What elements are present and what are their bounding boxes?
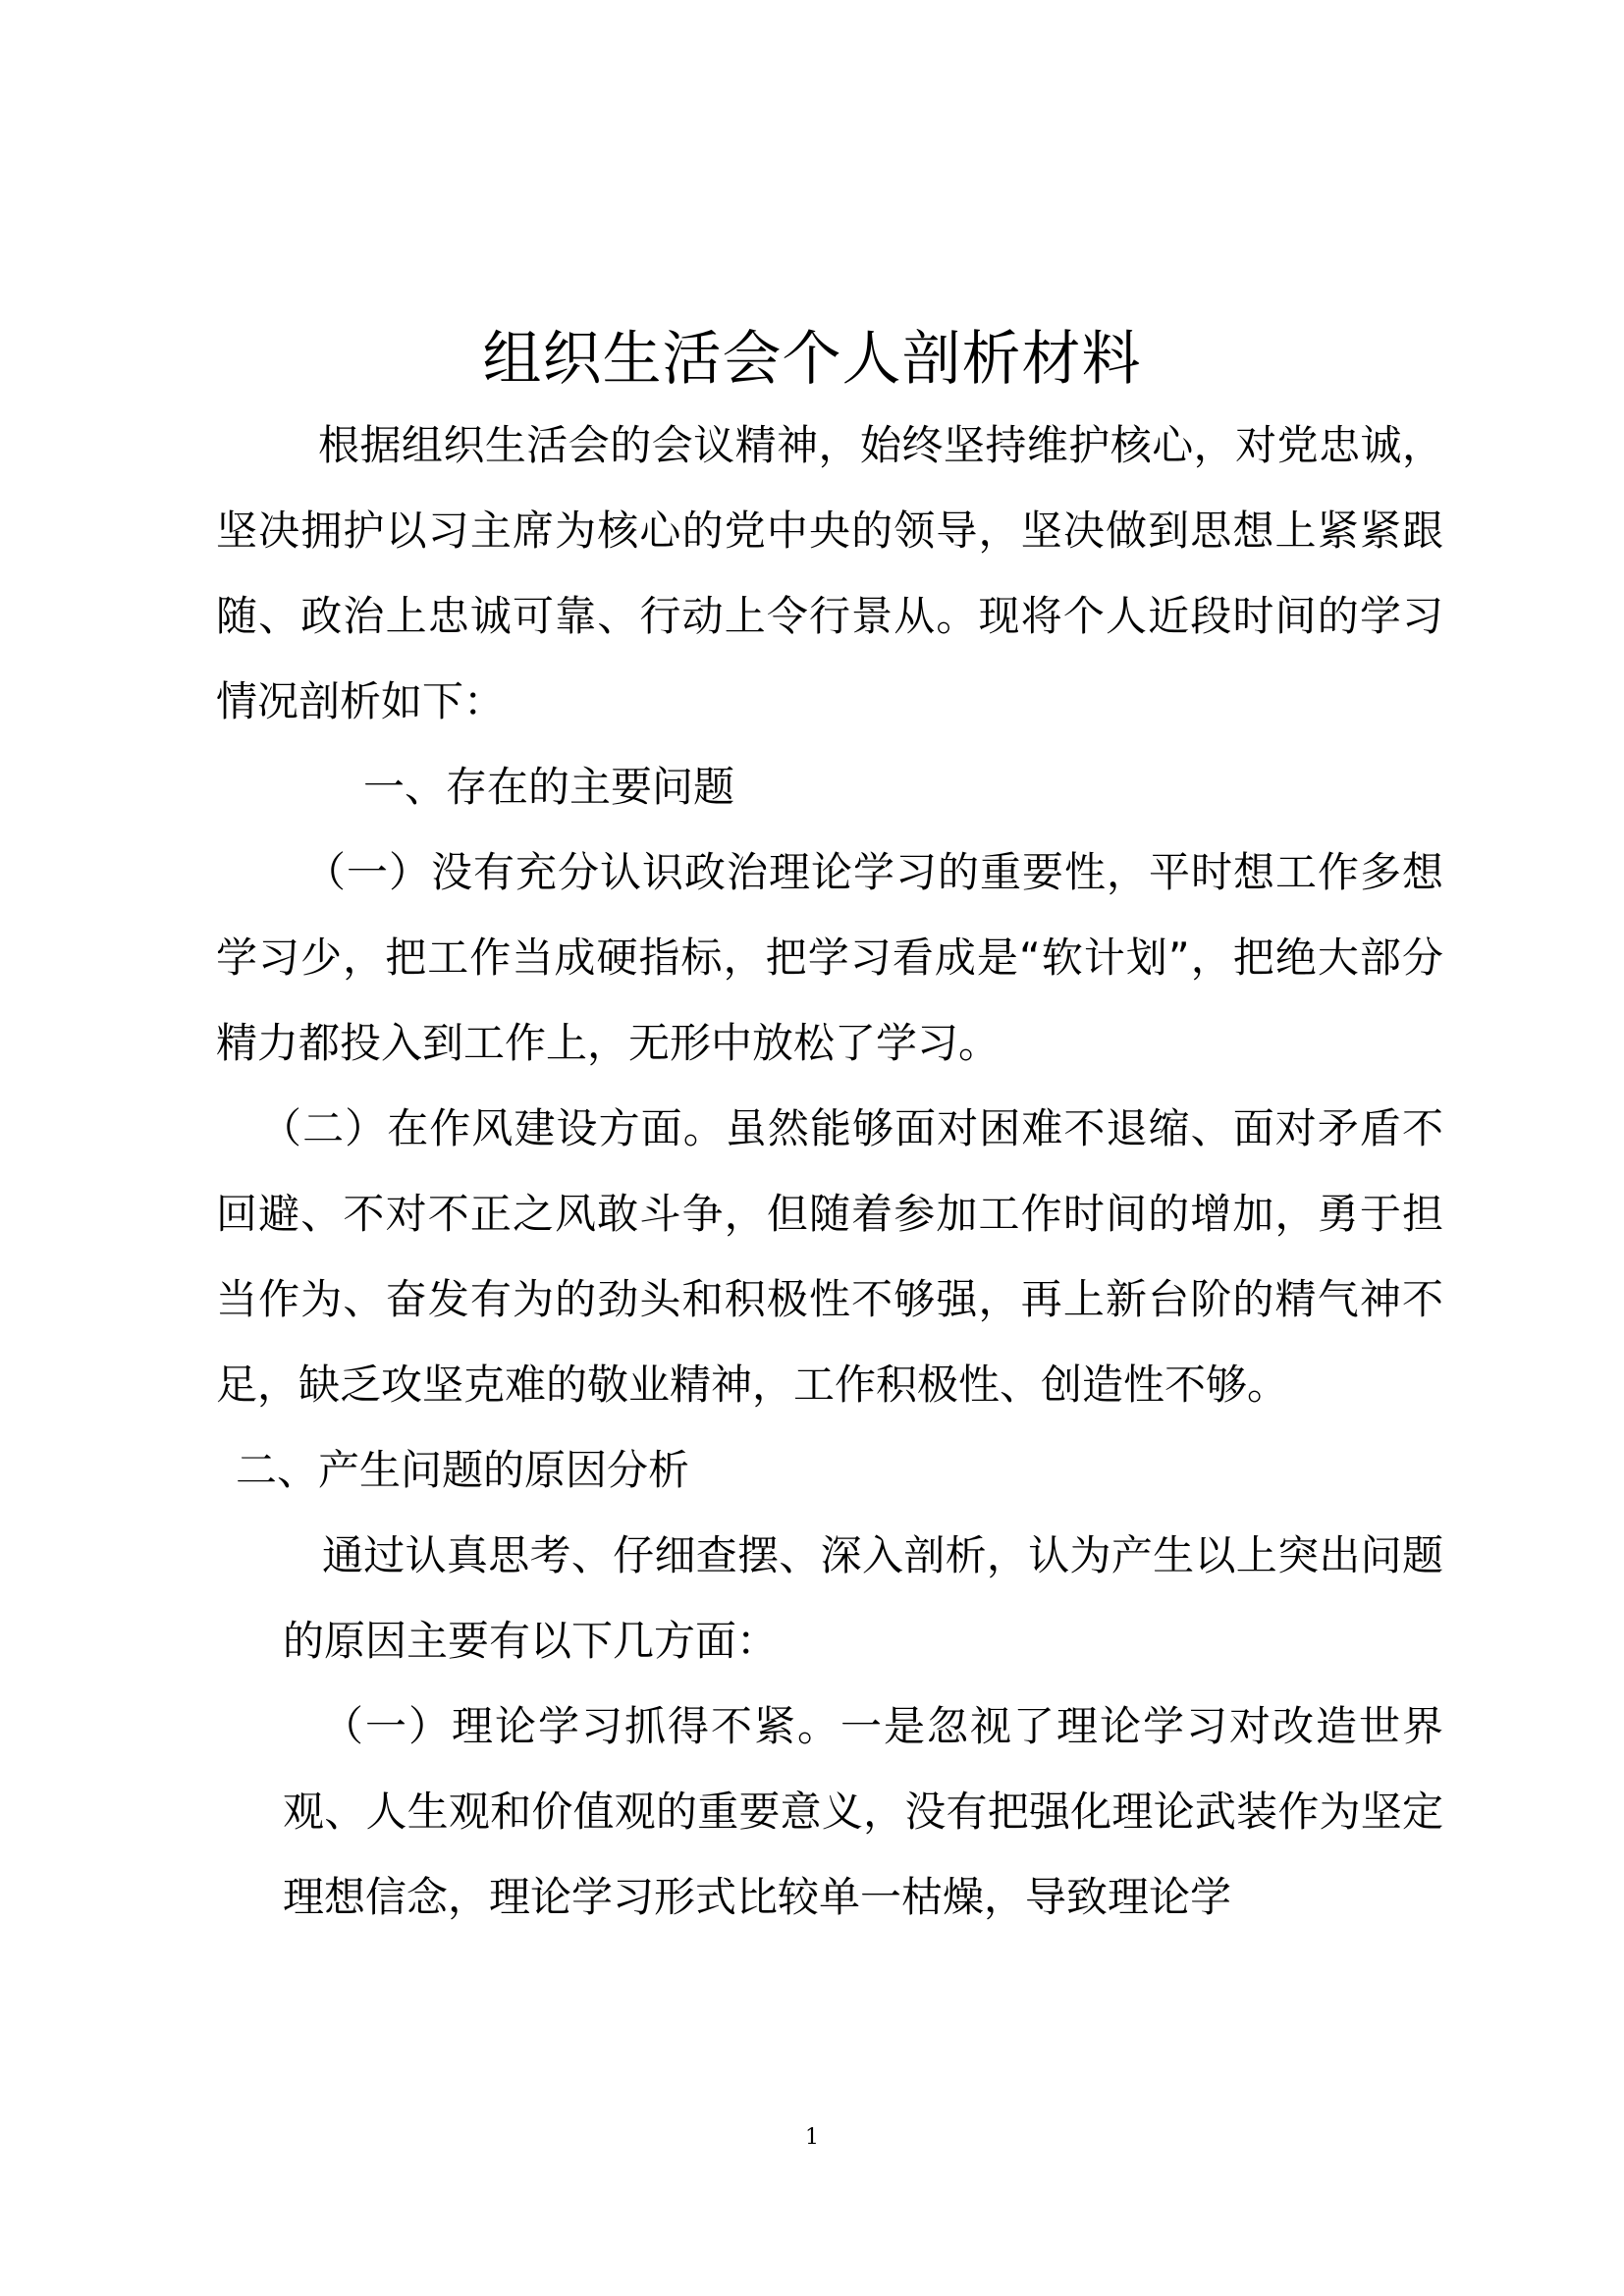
intro-paragraph: 根据组织生活会的会议精神，始终坚持维护核心，对党忠诚，坚决拥护以习主席为核心的党中央的领导，坚决做到思想上紧紧跟随、政治上忠诚可靠、行动上令行景从。现将个人近段时间的学习情况剖析如下： [216, 421, 1443, 725]
page-number: 1 [805, 2125, 819, 2150]
section-1-item-1: （一）没有充分认识政治理论学习的重要性，平时想工作多想学习少，把工作当成硬指标，把学习看成是“软计划”，把绝大部分精力都投入到工作上，无形中放松了学习。 [216, 848, 1443, 1067]
section-2-block [216, 1513, 1443, 1940]
section-2-heading: 二、产生问题的原因分析 [236, 1446, 690, 1494]
document-title: 组织生活会个人剖析材料 [482, 325, 1142, 394]
section-1-item-2: （二）在作风建设方面。虽然能够面对困难不退缩、面对矛盾不回避、不对不正之风敢斗争，但随着参加工作时间的增加，勇于担当作为、奋发有为的劲头和积极性不够强，再上新台阶的精气神不足，缺乏攻坚克难的敬业精神，工作积极性、创造性不够。 [216, 1104, 1443, 1409]
section-2-item-1: （一）理论学习抓得不紧。一是忽视了理论学习对改造世界观、人生观和价值观的重要意义，没有把强化理论武装作为坚定理想信念，理论学习形式比较单一枯燥，导致理论学 [283, 1702, 1443, 1921]
document-body [216, 402, 1443, 1940]
section-2-intro: 通过认真思考、仔细查摆、深入剖析，认为产生以上突出问题的原因主要有以下几方面： [283, 1531, 1443, 1665]
section-1-heading: 一、存在的主要问题 [363, 763, 735, 811]
